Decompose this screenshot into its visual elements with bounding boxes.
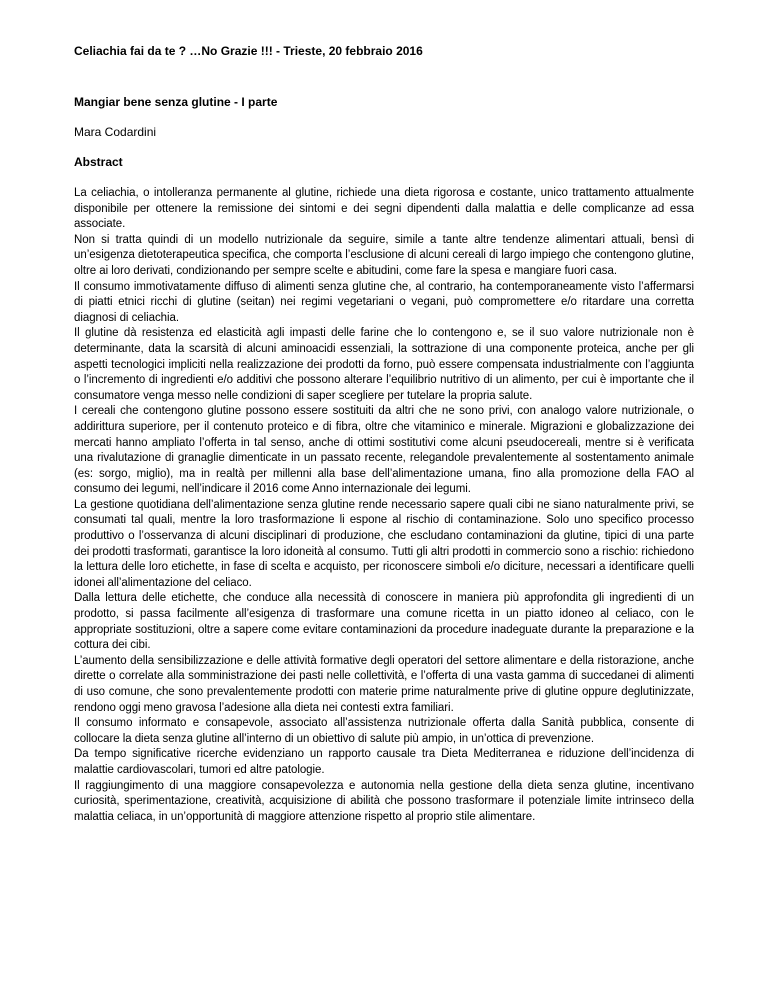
- abstract-paragraph: I cereali che contengono glutine possono essere sostituiti da altri che ne sono privi, con analogo valore nutrizionale, o addirittura superiore, per il contenuto proteico e di fibra, oltre che vitaminico e minerale. Migrazioni e globalizzazione dei mercati hanno ampliato l’offerta in tal senso, anche di ottimi sostitutivi come alcuni pseudocereali, mentre si è verificata una rivalutazione di granaglie dimenticate in un passato recente, relegandole prevalentemente al sostentamento animale (es: sorgo, miglio), ma in realtà per millenni alla base dell’alimentazione umana, fino alla promozione della FAO al consumo dei legumi, nell’indicare il 2016 come Anno internazionale dei legumi.: [74, 405, 694, 496]
- part-title: Mangiar bene senza glutine - I parte: [74, 95, 278, 109]
- author-name: Mara Codardini: [74, 125, 157, 139]
- abstract-paragraph: Il glutine dà resistenza ed elasticità agli impasti delle farine che lo contengono e, se il suo valore nutrizionale non è determinante, data la scarsità di alcuni aminoacidi essenziali, la sottrazione di una componente proteica, anche per gli aspetti tecnologici impliciti nella realizzazione dei prodotti da forno, può essere compensata industrialmente con l’aggiunta o l’incremento di ingredienti e/o additivi che possono alterare l’equilibrio nutritivo di un alimento, per cui è importante che il consumatore venga messo nelle condizioni di saper scegliere per tutelare la propria salute.: [74, 327, 694, 402]
- abstract-heading: Abstract: [74, 155, 123, 169]
- abstract-paragraph: Il consumo immotivatamente diffuso di alimenti senza glutine che, al contrario, ha contemporaneamente visto l’affermarsi di piatti etnici ricchi di glutine (seitan) nei regimi vegetariani o vegani, può compromettere e/o ritardare una corretta diagnosi di celiachia.: [74, 280, 694, 324]
- event-title: Celiachia fai da te ? …No Grazie !!! - Trieste, 20 febbraio 2016: [74, 44, 423, 58]
- abstract-body: [74, 186, 694, 825]
- abstract-paragraph: Da tempo significative ricerche evidenziano un rapporto causale tra Dieta Mediterranea e riduzione dell’incidenza di malattie cardiovascolari, tumori ed altre patologie.: [74, 748, 694, 776]
- abstract-paragraph: Il raggiungimento di una maggiore consapevolezza e autonomia nella gestione della dieta senza glutine, incentivano curiosità, sperimentazione, creatività, acquisizione di abilità che possono trasformare il potenziale limite intrinseco della malattia celiaca, in un’opportunità di maggiore attenzione rispetto al proprio stile alimentare.: [74, 779, 694, 823]
- abstract-paragraph: Non si tratta quindi di un modello nutrizionale da seguire, simile a tante altre tendenze alimentari attuali, bensì di un’esigenza dietoterapeutica specifica, che comporta l’esclusione di alcuni cereali di largo impiego che contengono glutine, oltre ai loro derivati, condizionando per sempre scelte e abitudini, come fare la spesa e mangiare fuori casa.: [74, 233, 694, 277]
- abstract-paragraph: La gestione quotidiana dell’alimentazione senza glutine rende necessario sapere quali cibi ne siano naturalmente privi, se consumati tal quali, mentre la loro trasformazione li espone al rischio di contaminazione. Solo uno specifico processo produttivo o l’osservanza di alcuni disciplinari di produzione, che escludano contaminazioni da glutine, tipici di una parte dei prodotti trasformati, garantisce la loro idoneità al consumo. Tutti gli altri prodotti in commercio sono a rischio: richiedono la lettura delle loro etichette, in fase di scelta e acquisto, per riconoscere simboli e/o diciture, necessari a identificare quelli idonei all’alimentazione del celiaco.: [74, 498, 694, 589]
- abstract-paragraph: La celiachia, o intolleranza permanente al glutine, richiede una dieta rigorosa e costante, unico trattamento attualmente disponibile per ottenere la remissione dei sintomi e dei segni dipendenti dalla malattia e delle complicanze ad essa associate.: [74, 187, 694, 231]
- abstract-paragraph: Il consumo informato e consapevole, associato all’assistenza nutrizionale offerta dalla Sanità pubblica, consente di collocare la dieta senza glutine all’interno di un obiettivo di salute più ampio, in un’ottica di prevenzione.: [74, 717, 694, 745]
- document-page: [74, 44, 694, 825]
- abstract-paragraph: L’aumento della sensibilizzazione e delle attività formative degli operatori del settore alimentare e della ristorazione, anche dirette o correlate alla somministrazione dei pasti nelle collettività, e l’offerta di una vasta gamma di succedanei di alimenti di uso comune, che sono prevalentemente prodotti con materie prime naturalmente prive di glutine oppure deglutinizzate, rendono oggi meno gravosa l’adesione alla dieta nei contesti extra familiari.: [74, 654, 694, 714]
- abstract-paragraph: Dalla lettura delle etichette, che conduce alla necessità di conoscere in maniera più approfondita gli ingredienti di un prodotto, si passa facilmente all’esigenza di trasformare una comune ricetta in un piatto idoneo al celiaco, con le appropriate sostituzioni, oltre a sapere come evitare contaminazioni da procedure inadeguate durante la preparazione e la cottura dei cibi.: [74, 592, 694, 652]
